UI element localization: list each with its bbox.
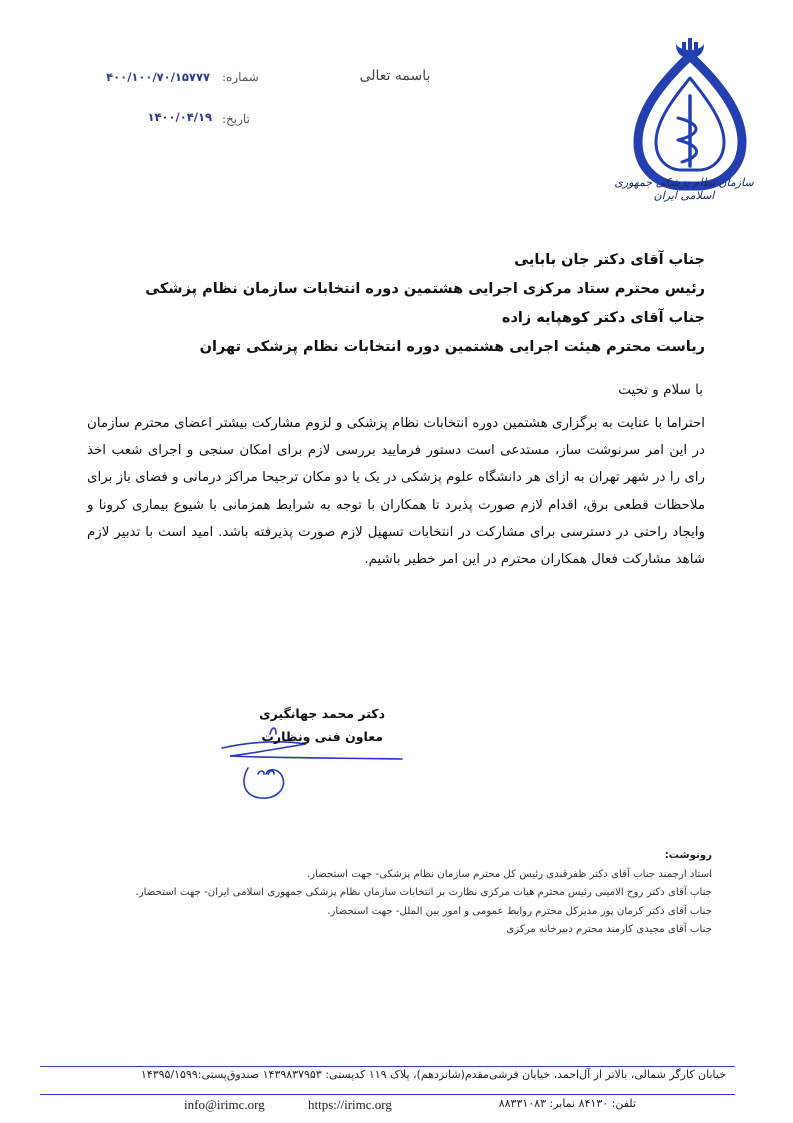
website-link[interactable]: https://irimc.org: [308, 1097, 392, 1112]
recipient-line: جناب آقای دکتر کوهپایه زاده: [501, 310, 705, 326]
signer-name: دکتر محمد جهانگیری: [259, 706, 385, 721]
cc-item: جناب آقای دکتر روح الامینی رئیس محترم هیات مرکزی نظارت بر انتخابات سازمان نظام پزشکی جمهوری اسلامی ایران- جهت استحضار.: [135, 887, 712, 898]
signer-title: معاون فنی ونظارت: [261, 729, 383, 744]
footer-address: خیابان کارگر شمالی، بالاتر از آل‌احمد، خیابان فرشی‌مقدم(شانزدهم)، پلاک ۱۱۹ کدپستی: ۱۴۳۹۸۳۷۹۵۳ صندوق‌پستی:۱۴۳۹۵/۱۵۹۹: [140, 1068, 726, 1081]
irimc-emblem-icon: [632, 38, 748, 198]
greeting: با سلام و تحیت: [618, 382, 703, 398]
footer-divider: [40, 1094, 735, 1095]
basmala: باسمه تعالی: [359, 68, 431, 84]
number-value: ۴۰۰/۱۰۰/۷۰/۱۵۷۷۷: [106, 70, 210, 84]
letter-body: احتراما با عنایت به برگزاری هشتمین دوره انتخابات نظام پزشکی و لزوم مشارکت بیشتر اعضای محترم سازمان در این امر سرنوشت ساز، مستدعی است دستور فرمایید بررسی لازم برای امکان سنجی و اجرای شعب اخذ رای را در شهر تهران به ازای هر دانشگاه علوم پزشکی در یک یا دو مکان ترجیحا مراکز درمانی و فضای باز برای ملاحظات قطعی برق، اقدام لازم صورت پذیرد تا همکاران با توجه به شرایط همزمانی با شیوع بیماری کرونا و وایجاد راحتی در دسترسی برای مشارکت در انتخابات تسهیل لازم صورت پذیرفته باشد. امید است با تدبیر لازم شاهد مشارکت فعال همکاران محترم در این امر خطیر باشیم.: [87, 416, 705, 568]
date-value: ۱۴۰۰/۰۴/۱۹: [147, 110, 212, 124]
footer-divider: [40, 1066, 735, 1067]
recipient-line: ریاست محترم هیئت اجرایی هشتمین دوره انتخابات نظام پزشکی تهران: [199, 339, 705, 355]
footer-phones: تلفن: ۸۴۱۳۰ نمابر: ۸۸۳۳۱۰۸۳: [498, 1097, 636, 1110]
recipients: [145, 246, 705, 362]
cc-item: جناب آقای مجیدی کارمند محترم دبیرخانه مرکزی: [506, 924, 712, 935]
cc-block: [90, 847, 712, 940]
recipient-line: رئیس محترم ستاد مرکزی اجرایی هشتمین دوره انتخابات سازمان نظام پزشکی: [145, 281, 705, 297]
email-link[interactable]: info@irimc.org: [184, 1097, 265, 1112]
recipient-line: جناب آقای دکتر جان بابایی: [514, 252, 705, 268]
cc-heading: رونوشت:: [664, 850, 712, 861]
date-label: تاریخ:: [222, 112, 250, 126]
logo-text: سازمان نظام پزشکی جمهوری اسلامی ایران: [614, 176, 754, 202]
number-label: شماره:: [222, 70, 259, 84]
cc-item: جناب آقای دکتر کرمان پور مدیرکل محترم روابط عمومی و امور بین الملل- جهت استحضار.: [327, 905, 712, 917]
cc-item: استاد ارجمند جناب آقای دکتر ظفرقندی رئیس کل محترم سازمان نظام پزشکی- جهت استحضار.: [306, 868, 712, 880]
